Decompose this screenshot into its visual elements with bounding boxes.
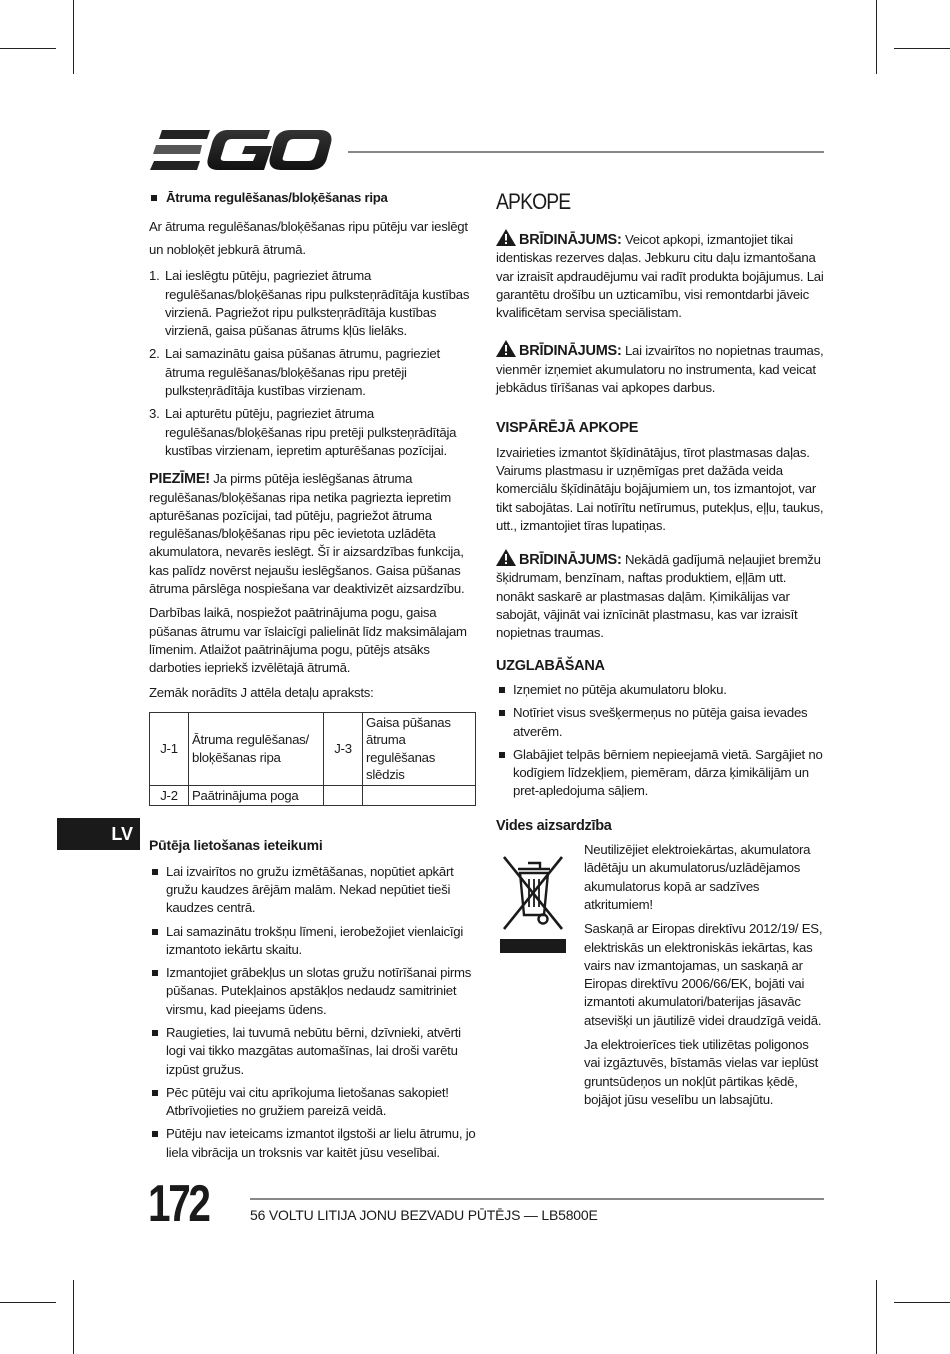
list-item: Pūtēju nav ieteicams izmantot ilgstoši ar lielu ātrumu, jo liela vibrācija un troksnis var kaitēt jūsu veselībai. [149,1125,476,1162]
parts-table [149,712,476,807]
bullet-square-icon [152,1131,158,1137]
table-cell [324,785,363,806]
crop-mark [0,48,56,49]
environment-paragraph: Ja elektroierīces tiek utilizētas poligonos vai izgāztuvēs, bīstamās vielas var ieplūst gruntsūdeņos un nokļūt pārtikas ķēdē, bojājot jūsu veselību un labsajūtu. [584,1036,819,1107]
environment-text [584,841,826,1109]
bullet-square-icon [152,1090,158,1096]
table-cell: J-3 [324,712,363,785]
crop-mark [73,0,74,74]
list-item: Lai samazinātu trokšņu līmeni, ierobežojiet vienlaicīgi izmantoto iekārtu skaitu. [149,923,476,960]
list-item: Izmantojiet grābekļus un slotas gružu notīrīšanai pirms pūšanas. Putekļainos apstākļos nedaudz samitriniet virsmu, kad pieejams ūdens. [149,964,476,1019]
bullet-square-icon [152,970,158,976]
crop-mark [0,1302,56,1303]
tips-heading: Pūtēja lietošanas ieteikumi [149,837,323,854]
header-rule [348,151,824,153]
note-label: PIEZĪME! [149,471,210,488]
warning-paragraph: BRĪDINĀJUMS: Lai izvairītos no nopietnas traumas, vienmēr izņemiet akumulatoru no instrumenta, kad veicat jebkādus tīrīšanas vai apkopes darbus. [496,340,826,397]
storage-heading: UZGLABĀŠANA [496,657,605,674]
list-item: Izņemiet no pūtēja akumulatoru bloku. [496,681,826,699]
table-cell: J-2 [150,785,189,806]
general-maintenance-heading: VISPĀRĒJĀ APKOPE [496,420,639,437]
warning-label: BRĪDINĀJUMS: [519,343,622,360]
speed-dial-steps [149,267,476,460]
crop-mark [876,0,877,74]
page-number: 172 [148,1175,209,1233]
section-title: APKOPE [496,189,571,214]
bullet-square-icon [499,710,505,716]
ego-logo [150,128,332,172]
footer-rule [250,1198,824,1200]
table-cell: Ātruma regulēšanas/ bloķēšanas ripa [189,712,324,785]
table-cell: Gaisa pūšanas ātruma regulēšanas slēdzis [363,712,476,785]
list-item: Pēc pūtēju vai citu aprīkojuma lietošanas sakopiet! Atbrīvojieties no gružiem pareizā veidā. [149,1084,476,1121]
bullet-square-icon [152,869,158,875]
warning-triangle-icon [496,229,516,246]
note-paragraph: PIEZĪME! Ja pirms pūtēja ieslēgšanas ātruma regulēšanas/bloķēšanas ripa netika pagriezta iepretim apturēšanas pozīcijai, tad pūtēju, pagriežot ātruma regulēšanas/bloķēšanas ripu pēc ievietota uzlādēta akumulatora, nevarēs ieslēgt. Šī ir aizsardzības funkcija, kas palīdz novērst nejaušu ieslēgšanos. Gaisa pūšanas ātruma pārslēga nospiešana var deaktivizēt aizsardzību. [149,471,465,597]
bullet-square-icon [152,1030,158,1036]
warning-triangle-icon [496,549,516,566]
warning-label: BRĪDINĀJUMS: [519,552,622,569]
environment-paragraph: Saskaņā ar Eiropas direktīvu 2012/19/ ES, elektriskās un elektroniskās iekārtas, kas vairs nav izmantojamas, un saskaņā ar Eiropas direktīvu 2006/66/EK, bojāti vai izmantoti akumulatori/baterijas jāsavāc atsevišķi un jāutilizē videi draudzīgā veidā. [584,921,823,1028]
crop-mark [894,48,950,49]
speed-dial-intro: Ar ātruma regulēšanas/bloķēšanas ripu pūtēju var ieslēgt un nobloķēt jebkurā ātrumā. [149,219,468,258]
storage-list [496,681,826,801]
tips-list [149,863,476,1162]
environment-paragraph: Neutilizējiet elektroiekārtas, akumulatora lādētāju un akumulatorus/uzlādējamos akumulatorus kopā ar sadzīves atkritumiem! [584,842,811,912]
right-column [496,189,826,1115]
footer-title: 56 VOLTU LITIJA JONU BEZVADU PŪTĒJS — LB5800E [250,1207,598,1223]
table-cell: Paātrinājuma poga [189,785,324,806]
list-item: Glabājiet telpās bērniem nepieejamā vietā. Sargājiet no kodīgiem līdzekļiem, piemēram, dārza ķimikālijām un pret-apledojuma sāļiem. [496,746,826,801]
left-column [149,189,476,1167]
table-intro: Zemāk norādīts J attēla detaļu apraksts: [149,684,374,700]
warning-paragraph: BRĪDINĀJUMS: Veicot apkopi, izmantojiet tikai identiskas rezerves daļas. Jebkuru citu daļu izmantošana var izraisīt apdraudējumu vai radīt produkta bojājumus. Lai garantētu drošību un uzticamību, visi remontdarbi jāveic kvalificētam servisa speciālistam. [496,229,826,322]
warning-label: BRĪDINĀJUMS: [519,232,622,248]
environment-heading: Vides aizsardzība [496,817,612,834]
general-maintenance-text: Izvairieties izmantot šķīdinātājus, tīrot plastmasas daļas. Vairums plastmasu ir uzņēmīgas pret dažāda veida komerciālu šķīdinātāju bojājumiem un, tos izmantojot, var tikt sabojātas. Lai notīrītu netīrumus, putekļus, eļļu, taukus, utt., izmantojiet tīras lupatiņas. [496,444,824,533]
bullet-square-icon [151,195,157,201]
table-cell: J-1 [150,712,189,785]
boost-paragraph: Darbības laikā, nospiežot paātrinājuma pogu, gaisa pūšanas ātrumu var īslaicīgi palielināt līdz maksimālajam līmenim. Atlaižot paātrinājuma pogu, pūtējs atsāks darboties iepriekš izvēlētajā ātrumā. [149,605,467,676]
table-row [150,785,476,806]
crop-mark [73,1280,74,1354]
bullet-square-icon [499,687,505,693]
crop-mark [876,1280,877,1354]
table-row [150,712,476,785]
warning-triangle-icon [496,340,516,357]
bullet-square-icon [152,929,158,935]
bullet-square-icon [499,752,505,758]
list-item: 1. Lai ieslēgtu pūtēju, pagrieziet ātruma regulēšanas/bloķēšanas ripu pulksteņrādītāja kustības virzienā. Pagriežot ripu pulksteņrādītāja kustības virzienā, gaisa pūšanas ātrums kļūs lielāks. [149,268,470,339]
language-tab: LV [57,818,140,850]
table-cell [363,785,476,806]
list-item: 2. Lai samazinātu gaisa pūšanas ātrumu, pagrieziet ātruma regulēšanas/bloķēšanas ripu pretēji pulksteņrādītāja kustības virzienam. [149,346,440,399]
warning-paragraph: BRĪDINĀJUMS: Nekādā gadījumā neļaujiet bremžu šķidrumam, benzīnam, naftas produktiem, eļļām utt. nonākt saskarē ar plastmasas daļām. Ķimikālijas var sabojāt, vājināt vai iznīcināt plastmasu, kas var izraisīt nopietnas traumas. [496,549,826,642]
list-item: Raugieties, lai tuvumā nebūtu bērni, dzīvnieki, atvērti logi vai tikko mazgātas automašīnas, lai droši varētu izpūst gružus. [149,1024,476,1079]
speed-dial-heading: Ātruma regulēšanas/bloķēšanas ripa [149,189,476,207]
weee-crossed-bin-icon [496,843,570,955]
list-item: Notīriet visus svešķermeņus no pūtēja gaisa ievades atverēm. [496,704,826,741]
list-item: Lai izvairītos no gružu izmētāšanas, nopūtiet apkārt gružu kaudzes ārējām malām. Nekad nepūtiet tieši kaudzes centrā. [149,863,476,918]
crop-mark [894,1302,950,1303]
list-item: 3. Lai apturētu pūtēju, pagrieziet ātruma regulēšanas/bloķēšanas ripu pretēji pulksteņrādītāja kustības virzienam, iepretim apturēšanas pozīcijai. [149,406,457,458]
environment-block [496,841,826,1109]
